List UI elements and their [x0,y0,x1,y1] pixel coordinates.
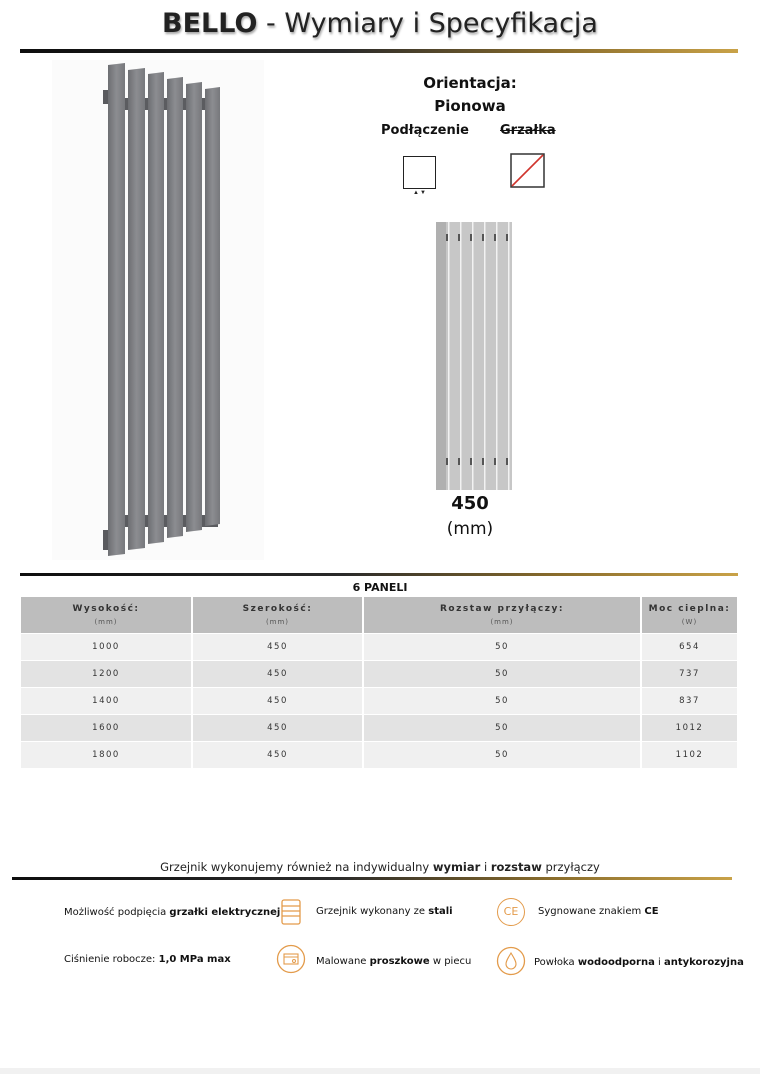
orientation-value: Pionowa [434,97,506,115]
cell-height: 1600 [21,715,192,742]
cell-power: 654 [641,634,738,661]
header-height: Wysokość: (mm) [21,597,192,634]
width-value: 450 [451,493,489,514]
connection-icon [403,156,436,189]
cell-height: 1800 [21,742,192,769]
table-row [21,715,738,742]
connection-arrows-icon: ▲▼ [413,190,427,196]
table-row [21,742,738,769]
feature-coating: Powłoka wodoodporna i antykorozyjna [534,957,744,968]
powder-coating-icon [276,944,306,974]
spec-table [21,597,739,768]
header-divider [20,49,738,53]
brand-name: BELLO [162,8,258,39]
orientation-label: Orientacja: [423,74,517,92]
cell-width: 450 [192,634,363,661]
feature-ce: Sygnowane znakiem CE [538,906,659,917]
title-subtitle: - Wymiary i Specyfikacja [257,8,598,39]
feature-heater: Możliwość podpięcia grzałki elektrycznej [64,907,281,918]
cell-spacing: 50 [363,634,641,661]
cell-spacing: 50 [363,688,641,715]
feature-pressure: Ciśnienie robocze: 1,0 MPa max [64,954,231,965]
cell-width: 450 [192,661,363,688]
header-power: Moc cieplna: (W) [641,597,738,634]
radiator-drawing [436,222,512,490]
cell-height: 1400 [21,688,192,715]
width-unit: (mm) [446,519,494,539]
table-caption: 6 PANELI [352,581,408,594]
header-spacing: Rozstaw przyłączy: (mm) [363,597,641,634]
connection-label: Podłączenie [381,123,469,138]
footer-band [0,1068,760,1074]
heater-label: Grzałka [500,123,556,138]
cell-spacing: 50 [363,661,641,688]
ce-mark-icon: CE [497,898,525,926]
cell-spacing: 50 [363,742,641,769]
cell-power: 737 [641,661,738,688]
cell-power: 1012 [641,715,738,742]
water-drop-icon [496,946,526,976]
feature-powder: Malowane proszkowe w piecu [316,956,472,967]
radiator-photo [52,60,264,560]
custom-order-note: Grzejnik wykonujemy również na indywidualny wymiar i rozstaw przyłączy [160,860,600,874]
page-title [0,8,760,39]
table-header-row [21,597,738,634]
cell-power: 837 [641,688,738,715]
table-row [21,688,738,715]
features-divider [12,877,732,880]
cell-height: 1200 [21,661,192,688]
cell-width: 450 [192,715,363,742]
feature-steel: Grzejnik wykonany ze stali [316,906,453,917]
cell-height: 1000 [21,634,192,661]
cell-width: 450 [192,688,363,715]
cell-power: 1102 [641,742,738,769]
header-width: Szerokość: (mm) [192,597,363,634]
heater-unavailable-icon [510,153,545,188]
table-row [21,634,738,661]
cell-spacing: 50 [363,715,641,742]
table-row [21,661,738,688]
table-divider [20,573,738,576]
cell-width: 450 [192,742,363,769]
towel-rail-icon [278,898,304,926]
